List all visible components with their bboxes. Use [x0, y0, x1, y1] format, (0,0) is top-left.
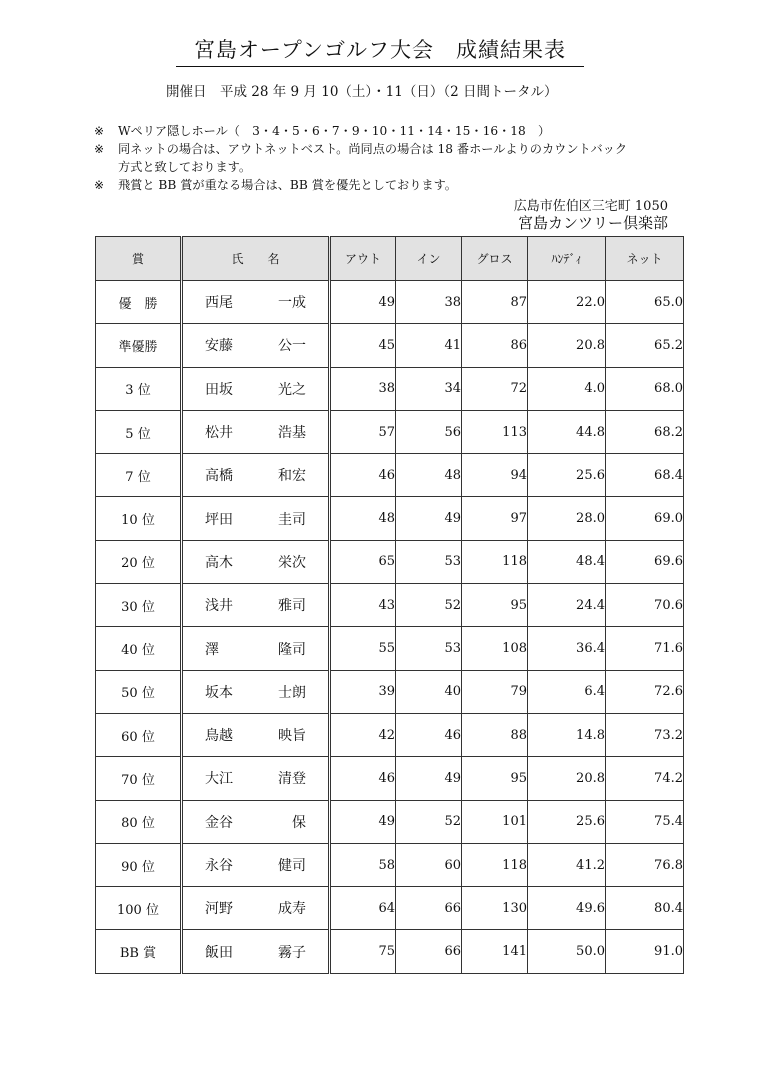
family-name: 鳥越	[205, 728, 233, 745]
table-row	[96, 324, 684, 367]
handicap-value: 50.0	[528, 930, 606, 973]
family-name: 飯田	[205, 944, 233, 961]
prize-cell: 100 位	[96, 887, 182, 930]
table-body	[96, 281, 684, 974]
gross-score: 72	[462, 367, 528, 410]
net-score: 75.4	[606, 800, 684, 843]
out-score: 45	[330, 324, 396, 367]
note-item	[94, 122, 694, 140]
prize-cell: 80 位	[96, 800, 182, 843]
handicap-value: 4.0	[528, 367, 606, 410]
table-header-row	[96, 237, 684, 281]
in-score: 60	[396, 843, 462, 886]
header-prize: 賞	[96, 237, 182, 281]
club-address	[514, 198, 668, 232]
in-score: 52	[396, 800, 462, 843]
in-score: 53	[396, 540, 462, 583]
out-score: 38	[330, 367, 396, 410]
results-table	[95, 236, 684, 974]
name-cell	[182, 324, 330, 367]
name-cell	[182, 410, 330, 453]
family-name: 高橋	[205, 468, 233, 485]
name-cell	[182, 454, 330, 497]
prize-cell: 70 位	[96, 757, 182, 800]
name-cell	[182, 281, 330, 324]
note-mark	[94, 158, 118, 176]
table-row	[96, 281, 684, 324]
net-score: 80.4	[606, 887, 684, 930]
gross-score: 118	[462, 843, 528, 886]
prize-cell: 60 位	[96, 713, 182, 756]
given-name: 浩基	[278, 425, 306, 442]
gross-score: 108	[462, 627, 528, 670]
out-score: 57	[330, 410, 396, 453]
family-name: 金谷	[205, 814, 233, 831]
given-name: 健司	[278, 858, 306, 874]
table-row	[96, 757, 684, 800]
handicap-value: 24.4	[528, 584, 606, 627]
note-mark: ※	[94, 178, 105, 192]
out-score: 75	[330, 930, 396, 973]
club-name: 宮島カンツリー倶楽部	[517, 214, 668, 232]
given-name: 保	[292, 814, 306, 831]
given-name: 公一	[278, 338, 306, 355]
out-score: 55	[330, 627, 396, 670]
handicap-value: 49.6	[528, 887, 606, 930]
name-cell	[182, 757, 330, 800]
note-text: 同ネットの場合は、アウトネットベスト。尚同点の場合は 18 番ホールよりのカウントバック	[118, 142, 628, 156]
net-score: 76.8	[606, 843, 684, 886]
handicap-value: 36.4	[528, 627, 606, 670]
gross-score: 101	[462, 800, 528, 843]
name-cell	[182, 367, 330, 410]
given-name: 雅司	[278, 598, 306, 615]
note-item	[94, 140, 694, 158]
in-score: 48	[396, 454, 462, 497]
net-score: 74.2	[606, 757, 684, 800]
prize-cell: 90 位	[96, 843, 182, 886]
family-name: 西尾	[205, 295, 233, 312]
gross-score: 86	[462, 324, 528, 367]
table-row	[96, 540, 684, 583]
family-name: 松井	[205, 425, 233, 442]
handicap-value: 14.8	[528, 713, 606, 756]
family-name: 安藤	[205, 338, 233, 355]
given-name: 隆司	[278, 641, 306, 658]
name-cell	[182, 843, 330, 886]
net-score: 65.0	[606, 281, 684, 324]
out-score: 48	[330, 497, 396, 540]
net-score: 70.6	[606, 584, 684, 627]
out-score: 46	[330, 757, 396, 800]
event-dates: 開催日 平成 28 年 9 月 10（土）・11（日）（2 日間トータル）	[166, 84, 558, 100]
header-net: ネット	[606, 237, 684, 281]
name-cell	[182, 497, 330, 540]
out-score: 49	[330, 800, 396, 843]
note-text: Wペリア隠しホール（ 3・4・5・6・7・9・10・11・14・15・16・18 ）	[118, 124, 551, 138]
handicap-value: 6.4	[528, 670, 606, 713]
header-gross: グロス	[462, 237, 528, 281]
in-score: 56	[396, 410, 462, 453]
net-score: 71.6	[606, 627, 684, 670]
table-row	[96, 627, 684, 670]
in-score: 66	[396, 887, 462, 930]
notes-section	[94, 122, 694, 194]
family-name: 澤	[205, 641, 219, 658]
gross-score: 130	[462, 887, 528, 930]
family-name: 田坂	[205, 381, 233, 398]
name-cell	[182, 930, 330, 973]
family-name: 坪田	[205, 511, 233, 528]
table-row	[96, 930, 684, 973]
family-name: 高木	[205, 554, 233, 571]
prize-cell: 20 位	[96, 540, 182, 583]
family-name: 河野	[205, 901, 233, 918]
header-hdcp: ﾊﾝﾃﾞｨ	[528, 237, 606, 281]
net-score: 73.2	[606, 713, 684, 756]
page-title: 宮島オープンゴルフ大会 成績結果表	[176, 34, 584, 67]
table-row	[96, 670, 684, 713]
note-item	[94, 158, 694, 176]
address-line: 広島市佐伯区三宅町 1050	[513, 199, 668, 214]
out-score: 39	[330, 670, 396, 713]
in-score: 53	[396, 627, 462, 670]
handicap-value: 48.4	[528, 540, 606, 583]
name-cell	[182, 627, 330, 670]
name-cell	[182, 670, 330, 713]
gross-score: 118	[462, 540, 528, 583]
prize-cell: 3 位	[96, 367, 182, 410]
gross-score: 95	[462, 584, 528, 627]
handicap-value: 44.8	[528, 410, 606, 453]
table-row	[96, 410, 684, 453]
name-cell	[182, 713, 330, 756]
given-name: 清登	[278, 771, 306, 788]
in-score: 49	[396, 757, 462, 800]
gross-score: 88	[462, 713, 528, 756]
given-name: 一成	[278, 295, 306, 312]
given-name: 光之	[278, 381, 306, 398]
prize-cell: 準優勝	[96, 324, 182, 367]
out-score: 49	[330, 281, 396, 324]
out-score: 43	[330, 584, 396, 627]
given-name: 映旨	[278, 728, 306, 745]
prize-cell: 40 位	[96, 627, 182, 670]
given-name: 和宏	[278, 468, 306, 485]
in-score: 66	[396, 930, 462, 973]
handicap-value: 20.8	[528, 757, 606, 800]
header-name: 氏 名	[182, 237, 330, 281]
name-cell	[182, 800, 330, 843]
name-cell	[182, 540, 330, 583]
net-score: 72.6	[606, 670, 684, 713]
handicap-value: 41.2	[528, 843, 606, 886]
handicap-value: 20.8	[528, 324, 606, 367]
net-score: 69.6	[606, 540, 684, 583]
in-score: 52	[396, 584, 462, 627]
gross-score: 79	[462, 670, 528, 713]
prize-cell: 50 位	[96, 670, 182, 713]
out-score: 46	[330, 454, 396, 497]
table-row	[96, 800, 684, 843]
in-score: 41	[396, 324, 462, 367]
title-container	[0, 34, 760, 67]
gross-score: 95	[462, 757, 528, 800]
prize-cell: 優 勝	[96, 281, 182, 324]
prize-cell: 10 位	[96, 497, 182, 540]
prize-cell: 5 位	[96, 410, 182, 453]
in-score: 38	[396, 281, 462, 324]
table-row	[96, 887, 684, 930]
in-score: 34	[396, 367, 462, 410]
table-row	[96, 713, 684, 756]
note-item	[94, 176, 694, 194]
given-name: 栄次	[278, 554, 306, 571]
table-row	[96, 497, 684, 540]
handicap-value: 25.6	[528, 454, 606, 497]
net-score: 65.2	[606, 324, 684, 367]
handicap-value: 22.0	[528, 281, 606, 324]
gross-score: 141	[462, 930, 528, 973]
prize-cell: BB 賞	[96, 930, 182, 973]
table-row	[96, 584, 684, 627]
table-row	[96, 454, 684, 497]
gross-score: 87	[462, 281, 528, 324]
note-text: 方式と致しております。	[118, 160, 252, 174]
table-row	[96, 843, 684, 886]
out-score: 58	[330, 843, 396, 886]
given-name: 霧子	[278, 944, 306, 961]
out-score: 65	[330, 540, 396, 583]
family-name: 浅井	[205, 598, 233, 615]
gross-score: 97	[462, 497, 528, 540]
out-score: 64	[330, 887, 396, 930]
table-row	[96, 367, 684, 410]
net-score: 68.4	[606, 454, 684, 497]
gross-score: 113	[462, 410, 528, 453]
family-name: 大江	[205, 771, 233, 788]
given-name: 圭司	[278, 511, 306, 528]
note-mark: ※	[94, 124, 105, 138]
net-score: 68.2	[606, 410, 684, 453]
header-out: アウト	[330, 237, 396, 281]
name-cell	[182, 584, 330, 627]
out-score: 42	[330, 713, 396, 756]
in-score: 46	[396, 713, 462, 756]
given-name: 士朗	[278, 684, 306, 701]
handicap-value: 25.6	[528, 800, 606, 843]
note-text: 飛賞と BB 賞が重なる場合は、BB 賞を優先としております。	[118, 178, 457, 192]
family-name: 永谷	[205, 858, 233, 874]
gross-score: 94	[462, 454, 528, 497]
family-name: 坂本	[205, 684, 233, 701]
header-in: イン	[396, 237, 462, 281]
given-name: 成寿	[278, 901, 306, 918]
prize-cell: 30 位	[96, 584, 182, 627]
net-score: 69.0	[606, 497, 684, 540]
net-score: 91.0	[606, 930, 684, 973]
note-mark: ※	[94, 142, 105, 156]
in-score: 49	[396, 497, 462, 540]
in-score: 40	[396, 670, 462, 713]
prize-cell: 7 位	[96, 454, 182, 497]
name-cell	[182, 887, 330, 930]
net-score: 68.0	[606, 367, 684, 410]
handicap-value: 28.0	[528, 497, 606, 540]
